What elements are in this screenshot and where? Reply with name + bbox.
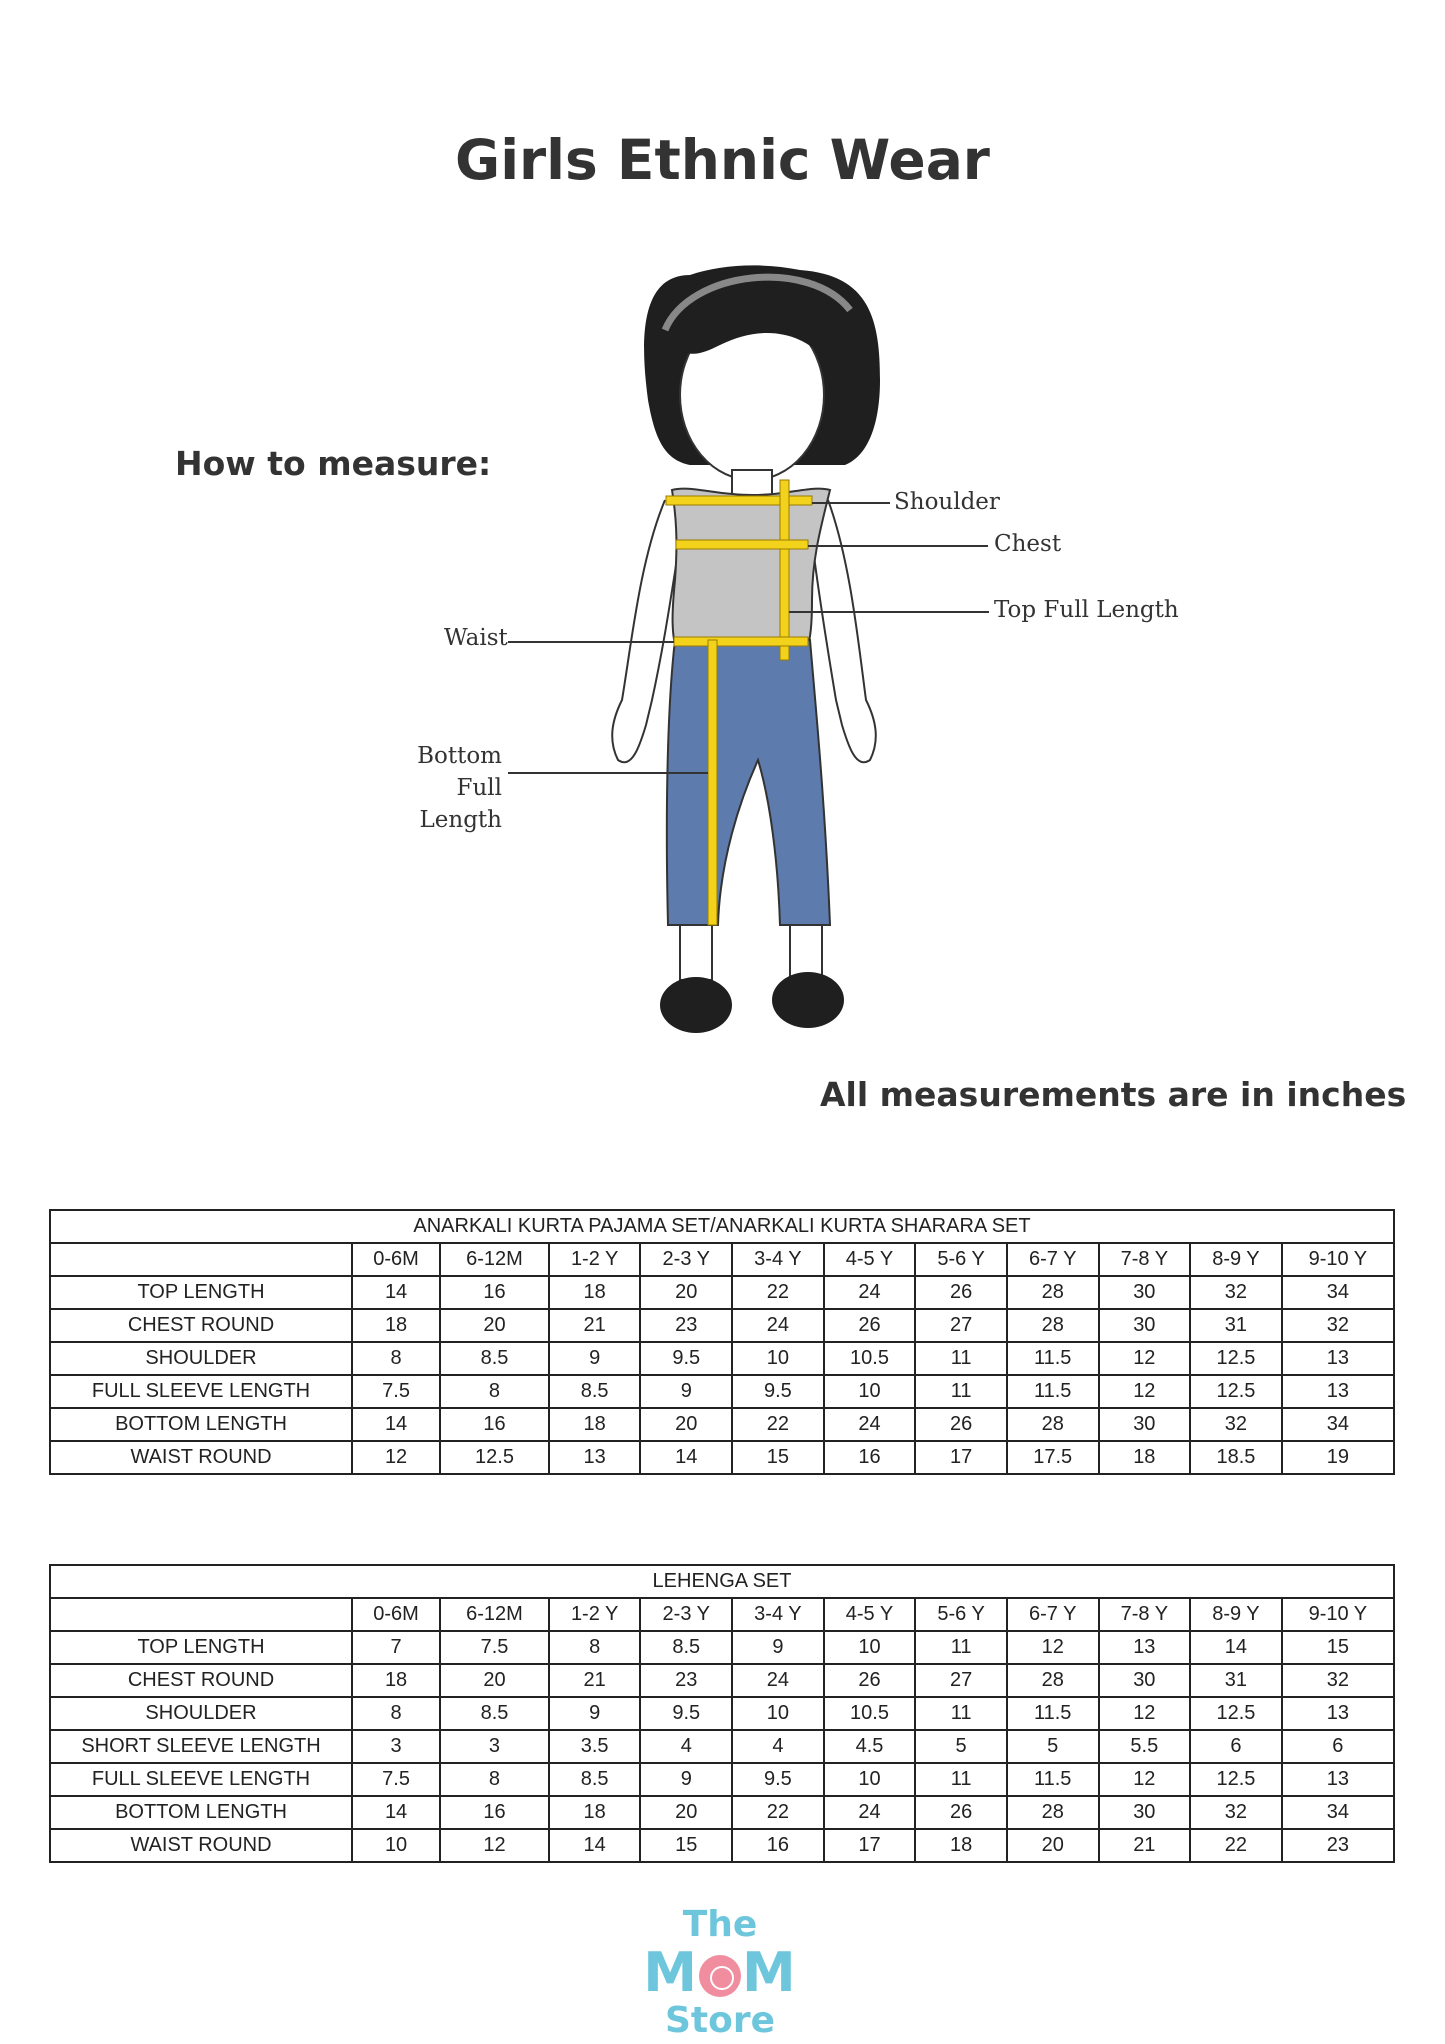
table-cell: 9 bbox=[640, 1763, 732, 1796]
table-cell: 13 bbox=[1282, 1375, 1394, 1408]
column-header: 7-8 Y bbox=[1099, 1243, 1191, 1276]
table-cell: 12.5 bbox=[1190, 1342, 1282, 1375]
bottom-length-pointer bbox=[508, 772, 708, 774]
tape-shoulder bbox=[666, 496, 812, 505]
table-cell: 12 bbox=[440, 1829, 549, 1862]
column-header: 5-6 Y bbox=[915, 1243, 1007, 1276]
table-row bbox=[50, 1375, 1394, 1408]
table-row bbox=[50, 1441, 1394, 1474]
table-cell: 19 bbox=[1282, 1441, 1394, 1474]
table-cell: 24 bbox=[732, 1309, 824, 1342]
table-cell: 34 bbox=[1282, 1408, 1394, 1441]
table-cell: 32 bbox=[1282, 1309, 1394, 1342]
table-cell: 4 bbox=[732, 1730, 824, 1763]
row-label: FULL SLEEVE LENGTH bbox=[50, 1375, 352, 1408]
table-cell: 9 bbox=[549, 1342, 641, 1375]
column-header: 9-10 Y bbox=[1282, 1243, 1394, 1276]
table-cell: 10.5 bbox=[824, 1342, 916, 1375]
table-row bbox=[50, 1664, 1394, 1697]
table-cell: 21 bbox=[1099, 1829, 1191, 1862]
logo-store: Store bbox=[664, 2000, 776, 2041]
table-cell: 28 bbox=[1007, 1796, 1099, 1829]
table-cell: 20 bbox=[640, 1408, 732, 1441]
tape-top-length bbox=[780, 480, 789, 660]
table-cell: 9.5 bbox=[732, 1763, 824, 1796]
table-cell: 10 bbox=[824, 1631, 916, 1664]
table-cell: 32 bbox=[1190, 1796, 1282, 1829]
label-bottom-line2: Full Length bbox=[419, 775, 502, 833]
table-cell: 10 bbox=[732, 1342, 824, 1375]
table-cell: 8.5 bbox=[549, 1375, 641, 1408]
top-length-pointer bbox=[789, 611, 989, 613]
column-header: 7-8 Y bbox=[1099, 1598, 1191, 1631]
table-cell: 30 bbox=[1099, 1309, 1191, 1342]
column-header: 1-2 Y bbox=[549, 1243, 641, 1276]
table-cell: 8 bbox=[352, 1342, 440, 1375]
table-cell: 17.5 bbox=[1007, 1441, 1099, 1474]
the-mom-store-logo bbox=[640, 1905, 800, 2041]
table-cell: 5 bbox=[1007, 1730, 1099, 1763]
table-cell: 18 bbox=[549, 1408, 641, 1441]
header-corner-cell bbox=[50, 1243, 352, 1276]
table-cell: 12.5 bbox=[1190, 1763, 1282, 1796]
logo-mom bbox=[640, 1941, 800, 2004]
table-cell: 14 bbox=[640, 1441, 732, 1474]
column-header: 4-5 Y bbox=[824, 1243, 916, 1276]
column-header: 6-7 Y bbox=[1007, 1598, 1099, 1631]
row-label: CHEST ROUND bbox=[50, 1309, 352, 1342]
measurement-note: All measurements are in inches bbox=[820, 1075, 1407, 1114]
table-cell: 6 bbox=[1190, 1730, 1282, 1763]
label-waist: Waist bbox=[444, 625, 508, 651]
shoulder-pointer bbox=[812, 502, 890, 504]
table-cell: 11 bbox=[915, 1631, 1007, 1664]
table-cell: 11 bbox=[915, 1763, 1007, 1796]
table-cell: 24 bbox=[824, 1408, 916, 1441]
row-label: SHOULDER bbox=[50, 1342, 352, 1375]
column-header: 3-4 Y bbox=[732, 1598, 824, 1631]
column-header: 8-9 Y bbox=[1190, 1598, 1282, 1631]
table-cell: 16 bbox=[440, 1408, 549, 1441]
table-cell: 28 bbox=[1007, 1276, 1099, 1309]
tape-bottom-length bbox=[708, 640, 717, 925]
table-cell: 30 bbox=[1099, 1276, 1191, 1309]
column-header: 3-4 Y bbox=[732, 1243, 824, 1276]
table-cell: 13 bbox=[1282, 1763, 1394, 1796]
table-cell: 30 bbox=[1099, 1664, 1191, 1697]
table-cell: 34 bbox=[1282, 1796, 1394, 1829]
table-cell: 21 bbox=[549, 1309, 641, 1342]
table-row bbox=[50, 1796, 1394, 1829]
table-cell: 30 bbox=[1099, 1796, 1191, 1829]
table-cell: 11 bbox=[915, 1342, 1007, 1375]
table-header-row bbox=[50, 1598, 1394, 1631]
table-cell: 8.5 bbox=[640, 1631, 732, 1664]
column-header: 8-9 Y bbox=[1190, 1243, 1282, 1276]
table-cell: 26 bbox=[915, 1408, 1007, 1441]
table-cell: 18 bbox=[915, 1829, 1007, 1862]
row-label: WAIST ROUND bbox=[50, 1829, 352, 1862]
table-cell: 17 bbox=[824, 1829, 916, 1862]
table-cell: 8 bbox=[549, 1631, 641, 1664]
table-cell: 32 bbox=[1190, 1408, 1282, 1441]
table-row bbox=[50, 1829, 1394, 1862]
row-label: BOTTOM LENGTH bbox=[50, 1796, 352, 1829]
table-cell: 12 bbox=[1099, 1375, 1191, 1408]
table-cell: 11.5 bbox=[1007, 1375, 1099, 1408]
table-cell: 32 bbox=[1190, 1276, 1282, 1309]
table-cell: 12 bbox=[1099, 1697, 1191, 1730]
table-row bbox=[50, 1763, 1394, 1796]
table-cell: 12.5 bbox=[1190, 1375, 1282, 1408]
table-cell: 10 bbox=[352, 1829, 440, 1862]
table-cell: 8.5 bbox=[440, 1342, 549, 1375]
row-label: WAIST ROUND bbox=[50, 1441, 352, 1474]
table-cell: 6 bbox=[1282, 1730, 1394, 1763]
table-cell: 24 bbox=[824, 1796, 916, 1829]
table-cell: 11.5 bbox=[1007, 1342, 1099, 1375]
chest-pointer bbox=[808, 545, 988, 547]
table-row bbox=[50, 1631, 1394, 1664]
table-cell: 12 bbox=[1099, 1342, 1191, 1375]
row-label: CHEST ROUND bbox=[50, 1664, 352, 1697]
table-cell: 30 bbox=[1099, 1408, 1191, 1441]
table-cell: 22 bbox=[732, 1408, 824, 1441]
size-table-lehenga bbox=[49, 1564, 1395, 1863]
table-cell: 26 bbox=[915, 1276, 1007, 1309]
table-cell: 31 bbox=[1190, 1309, 1282, 1342]
table-cell: 9.5 bbox=[640, 1697, 732, 1730]
row-label: TOP LENGTH bbox=[50, 1631, 352, 1664]
table-cell: 12.5 bbox=[1190, 1697, 1282, 1730]
table-cell: 12 bbox=[352, 1441, 440, 1474]
table-cell: 7 bbox=[352, 1631, 440, 1664]
column-header: 4-5 Y bbox=[824, 1598, 916, 1631]
table-cell: 20 bbox=[1007, 1829, 1099, 1862]
table-cell: 26 bbox=[824, 1664, 916, 1697]
table-cell: 3 bbox=[440, 1730, 549, 1763]
table-cell: 20 bbox=[440, 1309, 549, 1342]
table-cell: 16 bbox=[732, 1829, 824, 1862]
column-header: 0-6M bbox=[352, 1598, 440, 1631]
table-cell: 34 bbox=[1282, 1276, 1394, 1309]
table-cell: 10.5 bbox=[824, 1697, 916, 1730]
logo-m-right: M bbox=[742, 1941, 797, 2004]
table-cell: 9 bbox=[549, 1697, 641, 1730]
table-cell: 18 bbox=[352, 1309, 440, 1342]
table-cell: 10 bbox=[732, 1697, 824, 1730]
table-cell: 14 bbox=[549, 1829, 641, 1862]
waist-pointer bbox=[508, 641, 674, 643]
table-cell: 14 bbox=[1190, 1631, 1282, 1664]
pants-shape bbox=[667, 640, 830, 925]
right-shoe bbox=[772, 972, 844, 1028]
column-header: 2-3 Y bbox=[640, 1243, 732, 1276]
table-cell: 13 bbox=[549, 1441, 641, 1474]
table-cell: 31 bbox=[1190, 1664, 1282, 1697]
table-cell: 28 bbox=[1007, 1408, 1099, 1441]
table-cell: 23 bbox=[640, 1664, 732, 1697]
table-cell: 24 bbox=[732, 1664, 824, 1697]
row-label: SHOULDER bbox=[50, 1697, 352, 1730]
table-cell: 21 bbox=[549, 1664, 641, 1697]
table-cell: 18 bbox=[549, 1276, 641, 1309]
label-bottom-full-length bbox=[380, 740, 502, 836]
row-label: TOP LENGTH bbox=[50, 1276, 352, 1309]
table-cell: 9.5 bbox=[640, 1342, 732, 1375]
table-cell: 23 bbox=[640, 1309, 732, 1342]
table-cell: 27 bbox=[915, 1309, 1007, 1342]
table-cell: 11.5 bbox=[1007, 1697, 1099, 1730]
table-cell: 8 bbox=[440, 1375, 549, 1408]
table-cell: 17 bbox=[915, 1441, 1007, 1474]
table-cell: 22 bbox=[732, 1796, 824, 1829]
table-row bbox=[50, 1730, 1394, 1763]
logo-the: The bbox=[682, 1904, 758, 1945]
table-cell: 8 bbox=[352, 1697, 440, 1730]
table-caption: LEHENGA SET bbox=[50, 1565, 1394, 1598]
top-shape bbox=[672, 489, 830, 660]
table-cell: 18 bbox=[549, 1796, 641, 1829]
table-cell: 16 bbox=[440, 1276, 549, 1309]
table-row bbox=[50, 1342, 1394, 1375]
table-cell: 13 bbox=[1282, 1697, 1394, 1730]
table-cell: 18 bbox=[1099, 1441, 1191, 1474]
label-shoulder: Shoulder bbox=[894, 489, 1000, 515]
table-cell: 5.5 bbox=[1099, 1730, 1191, 1763]
table-cell: 9.5 bbox=[732, 1375, 824, 1408]
label-bottom-line1: Bottom bbox=[417, 743, 502, 769]
table-cell: 18.5 bbox=[1190, 1441, 1282, 1474]
table-cell: 11.5 bbox=[1007, 1763, 1099, 1796]
column-header: 6-7 Y bbox=[1007, 1243, 1099, 1276]
table-cell: 8 bbox=[440, 1763, 549, 1796]
table-cell: 20 bbox=[640, 1796, 732, 1829]
table-row bbox=[50, 1276, 1394, 1309]
table-cell: 14 bbox=[352, 1796, 440, 1829]
table-cell: 26 bbox=[824, 1309, 916, 1342]
table-cell: 22 bbox=[1190, 1829, 1282, 1862]
table-cell: 7.5 bbox=[440, 1631, 549, 1664]
table-cell: 7.5 bbox=[352, 1375, 440, 1408]
table-cell: 11 bbox=[915, 1697, 1007, 1730]
column-header: 0-6M bbox=[352, 1243, 440, 1276]
table-cell: 4 bbox=[640, 1730, 732, 1763]
table-cell: 16 bbox=[440, 1796, 549, 1829]
table-cell: 27 bbox=[915, 1664, 1007, 1697]
table-cell: 12 bbox=[1007, 1631, 1099, 1664]
table-cell: 3.5 bbox=[549, 1730, 641, 1763]
logo-m-left: M bbox=[643, 1941, 698, 2004]
table-cell: 23 bbox=[1282, 1829, 1394, 1862]
table-cell: 24 bbox=[824, 1276, 916, 1309]
table-cell: 5 bbox=[915, 1730, 1007, 1763]
table-cell: 26 bbox=[915, 1796, 1007, 1829]
table-cell: 13 bbox=[1099, 1631, 1191, 1664]
column-header: 5-6 Y bbox=[915, 1598, 1007, 1631]
table-cell: 7.5 bbox=[352, 1763, 440, 1796]
logo-flower-icon bbox=[699, 1955, 741, 1997]
table-cell: 4.5 bbox=[824, 1730, 916, 1763]
table-cell: 10 bbox=[824, 1763, 916, 1796]
table-cell: 13 bbox=[1282, 1342, 1394, 1375]
table-cell: 20 bbox=[640, 1276, 732, 1309]
row-label: SHORT SLEEVE LENGTH bbox=[50, 1730, 352, 1763]
table-cell: 18 bbox=[352, 1664, 440, 1697]
size-table-anarkali bbox=[49, 1209, 1395, 1475]
table-cell: 22 bbox=[732, 1276, 824, 1309]
label-chest: Chest bbox=[994, 531, 1062, 557]
how-to-measure-heading: How to measure: bbox=[175, 444, 492, 483]
column-header: 6-12M bbox=[440, 1598, 549, 1631]
table-row bbox=[50, 1309, 1394, 1342]
table-cell: 14 bbox=[352, 1276, 440, 1309]
table-cell: 16 bbox=[824, 1441, 916, 1474]
table-cell: 10 bbox=[824, 1375, 916, 1408]
table-cell: 11 bbox=[915, 1375, 1007, 1408]
table-cell: 15 bbox=[732, 1441, 824, 1474]
table-header-row bbox=[50, 1243, 1394, 1276]
page-title: Girls Ethnic Wear bbox=[455, 128, 990, 192]
right-leg bbox=[790, 925, 822, 980]
table-cell: 12 bbox=[1099, 1763, 1191, 1796]
column-header: 9-10 Y bbox=[1282, 1598, 1394, 1631]
table-caption: ANARKALI KURTA PAJAMA SET/ANARKALI KURTA SHARARA SET bbox=[50, 1210, 1394, 1243]
column-header: 6-12M bbox=[440, 1243, 549, 1276]
left-leg bbox=[680, 925, 712, 980]
table-cell: 15 bbox=[1282, 1631, 1394, 1664]
table-cell: 12.5 bbox=[440, 1441, 549, 1474]
table-cell: 28 bbox=[1007, 1664, 1099, 1697]
table-cell: 9 bbox=[732, 1631, 824, 1664]
tape-waist bbox=[674, 637, 808, 646]
table-cell: 14 bbox=[352, 1408, 440, 1441]
right-arm bbox=[812, 500, 876, 762]
table-cell: 8.5 bbox=[440, 1697, 549, 1730]
table-cell: 3 bbox=[352, 1730, 440, 1763]
table-cell: 28 bbox=[1007, 1309, 1099, 1342]
row-label: FULL SLEEVE LENGTH bbox=[50, 1763, 352, 1796]
table-cell: 20 bbox=[440, 1664, 549, 1697]
column-header: 2-3 Y bbox=[640, 1598, 732, 1631]
table-cell: 15 bbox=[640, 1829, 732, 1862]
table-cell: 8.5 bbox=[549, 1763, 641, 1796]
label-top-full-length: Top Full Length bbox=[994, 597, 1179, 623]
left-shoe bbox=[660, 977, 732, 1033]
row-label: BOTTOM LENGTH bbox=[50, 1408, 352, 1441]
table-cell: 9 bbox=[640, 1375, 732, 1408]
header-corner-cell bbox=[50, 1598, 352, 1631]
tape-chest bbox=[676, 540, 808, 549]
table-row bbox=[50, 1408, 1394, 1441]
column-header: 1-2 Y bbox=[549, 1598, 641, 1631]
table-cell: 32 bbox=[1282, 1664, 1394, 1697]
table-row bbox=[50, 1697, 1394, 1730]
